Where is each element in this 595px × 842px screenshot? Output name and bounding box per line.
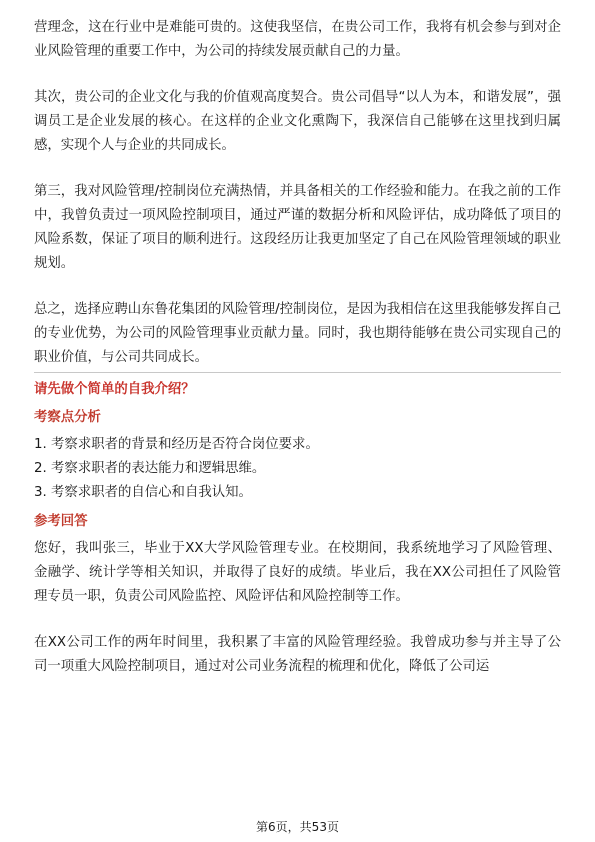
paragraph-gap xyxy=(34,158,561,180)
answer-paragraph: 在XX公司工作的两年时间里，我积累了丰富的风险管理经验。我曾成功参与并主导了公司一项重大风险控制项目，通过对公司业务流程的梳理和优化，降低了公司运 xyxy=(34,635,561,674)
answer-paragraph: 您好，我叫张三，毕业于XX大学风险管理专业。在校期间，我系统地学习了风险管理、金融学、统计学等相关知识，并取得了良好的成绩。毕业后，我在XX公司担任了风险管理专员一职，负责公司风险监控、风险评估和风险控制等工作。 xyxy=(34,541,561,604)
question-heading: 请先做个简单的自我介绍？ xyxy=(34,382,195,397)
body-paragraph: 其次，贵公司的企业文化与我的价值观高度契合。贵公司倡导“以人为本，和谐发展”，强调员工是企业发展的核心。在这样的企业文化熏陶下，我深信自己能够在这里找到归属感，实现个人与企业的共同成长。 xyxy=(34,90,561,153)
analysis-title: 考察点分析 xyxy=(34,410,101,425)
section-divider xyxy=(34,372,561,373)
paragraph-gap xyxy=(34,276,561,298)
document-page xyxy=(34,16,561,679)
analysis-list xyxy=(34,433,561,505)
analysis-item: 3. 考察求职者的自信心和自我认知。 xyxy=(34,485,252,500)
paragraph-gap xyxy=(34,609,561,631)
paragraph-gap xyxy=(34,64,561,86)
body-paragraph: 总之，选择应聘山东鲁花集团的风险管理/控制岗位，是因为我相信在这里我能够发挥自己的专业优势，为公司的风险管理事业贡献力量。同时，我也期待能够在贵公司实现自己的职业价值，与公司共同成长。 xyxy=(34,302,561,365)
analysis-item: 1. 考察求职者的背景和经历是否符合岗位要求。 xyxy=(34,437,319,452)
body-paragraph: 第三，我对风险管理/控制岗位充满热情，并具备相关的工作经验和能力。在我之前的工作中，我曾负责过一项风险控制项目，通过严谨的数据分析和风险评估，成功降低了项目的风险系数，保证了项目的顺利进行。这段经历让我更加坚定了自己在风险管理领域的职业规划。 xyxy=(34,184,561,271)
body-paragraph: 营理念，这在行业中是难能可贵的。这使我坚信，在贵公司工作，我将有机会参与到对企业风险管理的重要工作中，为公司的持续发展贡献自己的力量。 xyxy=(34,20,561,59)
page-number: 第6页，共53页 xyxy=(256,820,339,834)
analysis-item: 2. 考察求职者的表达能力和逻辑思维。 xyxy=(34,461,266,476)
answer-title: 参考回答 xyxy=(34,514,88,529)
